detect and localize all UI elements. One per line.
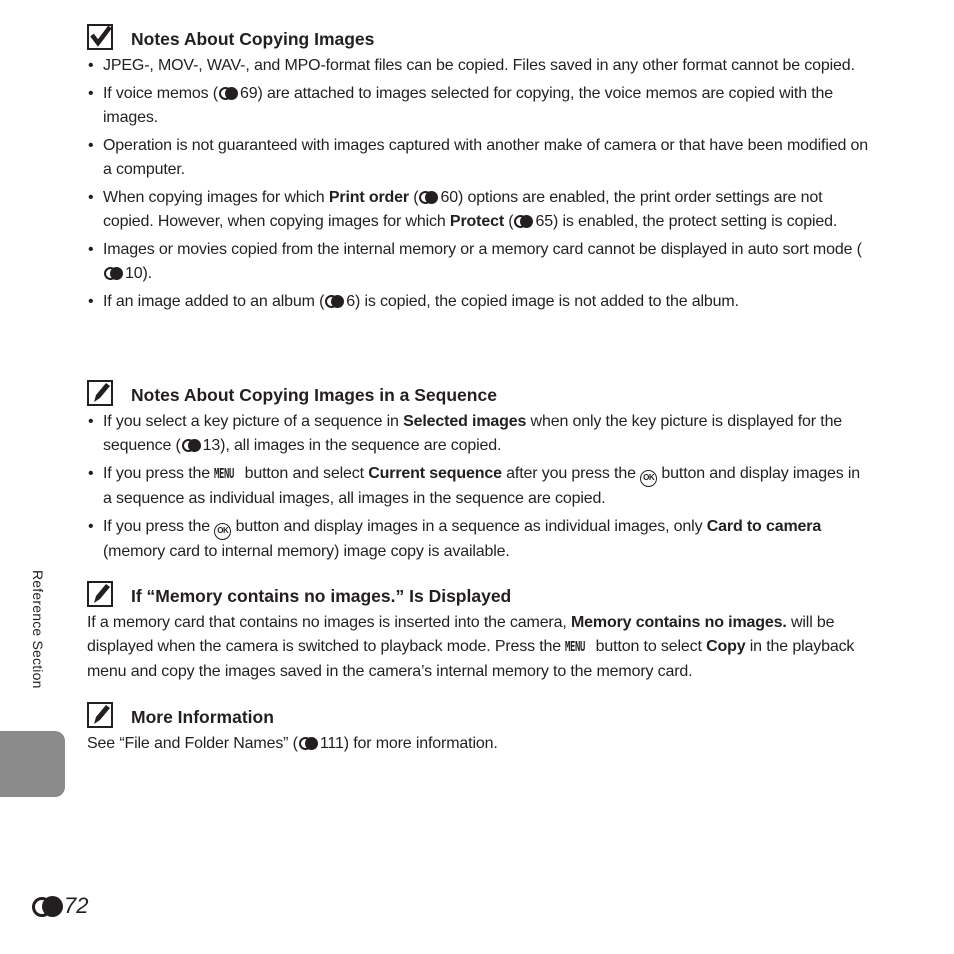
e-reference-icon bbox=[513, 214, 535, 227]
e-reference-icon bbox=[418, 190, 440, 203]
section-tab bbox=[0, 731, 65, 797]
list-item: • If an image added to an album ( 6) is copied, the copied image is not added to the album. bbox=[87, 290, 872, 314]
e-reference-icon bbox=[103, 266, 125, 279]
paragraph: If a memory card that contains no images is inserted into the camera, Memory contains no images. will be displayed when the camera is switched to playback mode. Press the MENU button to select Copy in the playback menu and copy the images saved in the camera’s internal memory to the memory card. bbox=[87, 614, 855, 680]
e-reference-icon bbox=[324, 294, 346, 307]
caution-check-icon bbox=[87, 24, 113, 50]
ok-button-icon: OK bbox=[640, 470, 657, 487]
note-pencil-icon bbox=[87, 380, 113, 406]
list-item: • When copying images for which Print order ( 60) options are enabled, the print order settings are not copied. However, when copying images for which Protect ( 65) is enabled, the protect setting is copied. bbox=[87, 186, 872, 234]
list-item: • Images or movies copied from the internal memory or a memory card cannot be displayed in auto sort mode (10). bbox=[87, 238, 872, 286]
section-title: More Information bbox=[131, 707, 274, 727]
side-section-label: Reference Section bbox=[30, 570, 46, 689]
section-more-information bbox=[87, 706, 872, 756]
e-reference-icon bbox=[32, 895, 78, 917]
section-heading bbox=[87, 28, 872, 54]
section-heading bbox=[87, 384, 872, 410]
list-item: • JPEG-, MOV-, WAV-, and MPO-format files can be copied. Files saved in any other format cannot be copied. bbox=[87, 54, 872, 78]
section-copying-notes bbox=[87, 28, 872, 318]
menu-button-icon: MENU bbox=[214, 467, 235, 482]
page-number-value: 72 bbox=[64, 893, 89, 918]
e-reference-icon bbox=[218, 86, 240, 99]
list-item: • If you press the OK button and display images in a sequence as individual images, only Card to camera (memory card to internal memory) image copy is available. bbox=[87, 515, 872, 564]
ok-button-icon: OK bbox=[214, 523, 231, 540]
list-item: • If you press the MENU button and select Current sequence after you press the OK button and display images in a sequence as individual images, all images in the sequence are copied. bbox=[87, 462, 872, 511]
list-item: • Operation is not guaranteed with images captured with another make of camera or that have been modified on a computer. bbox=[87, 134, 872, 182]
bullet-list bbox=[87, 54, 872, 314]
section-title: If “Memory contains no images.” Is Displayed bbox=[131, 586, 512, 606]
section-heading bbox=[87, 585, 877, 611]
e-reference-icon bbox=[298, 736, 320, 749]
section-sequence-notes bbox=[87, 384, 872, 568]
note-pencil-icon bbox=[87, 581, 113, 607]
page-number bbox=[32, 892, 88, 920]
paragraph: See “File and Folder Names” ( 111) for more information. bbox=[87, 735, 498, 752]
list-item: • If you select a key picture of a sequence in Selected images when only the key picture is displayed for the sequence ( 13), all images in the sequence are copied. bbox=[87, 410, 872, 458]
menu-button-icon: MENU bbox=[565, 640, 586, 655]
section-title: Notes About Copying Images in a Sequence bbox=[131, 385, 497, 405]
note-pencil-icon bbox=[87, 702, 113, 728]
bullet-list bbox=[87, 410, 872, 564]
section-title: Notes About Copying Images bbox=[131, 29, 375, 49]
e-reference-icon bbox=[181, 438, 203, 451]
section-heading bbox=[87, 706, 872, 732]
section-memory-no-images bbox=[87, 585, 877, 684]
list-item: • If voice memos ( 69) are attached to images selected for copying, the voice memos are copied with the images. bbox=[87, 82, 872, 130]
